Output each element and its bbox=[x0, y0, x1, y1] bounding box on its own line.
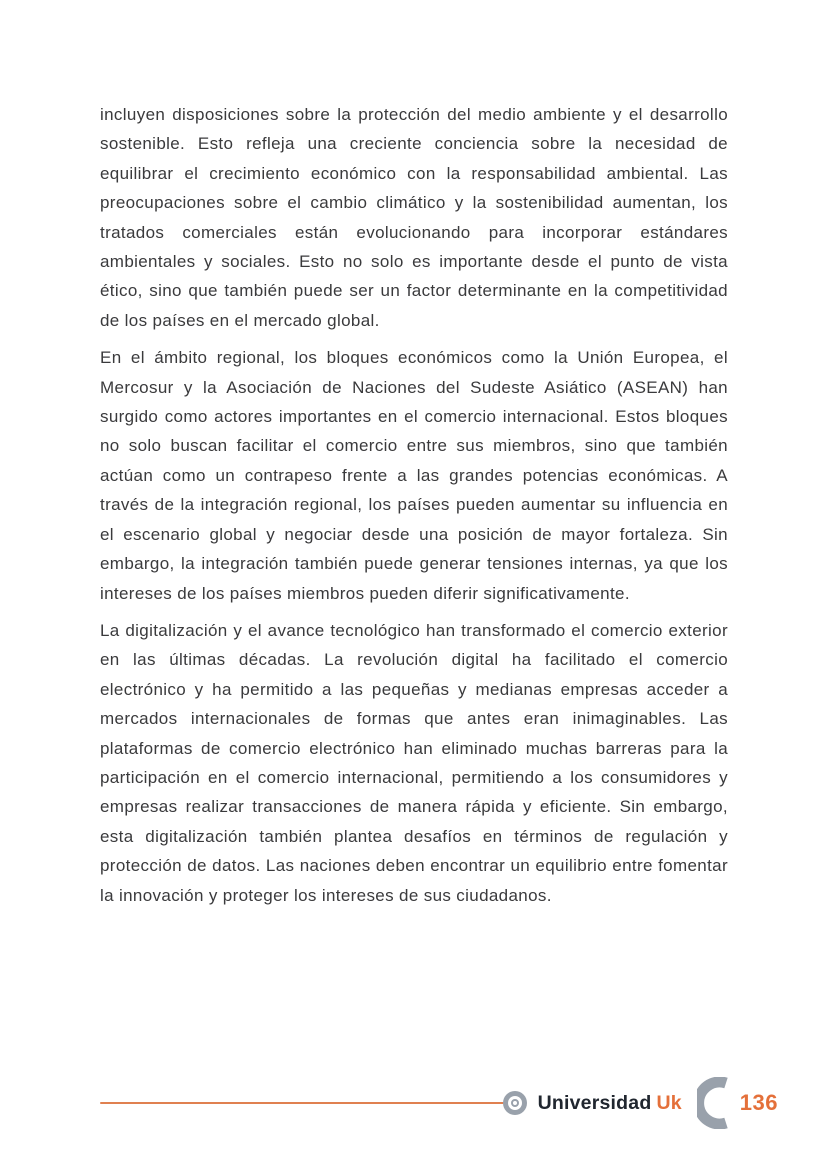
page-number: 136 bbox=[739, 1090, 778, 1115]
footer-rule bbox=[100, 1102, 504, 1104]
bullseye-logo-icon bbox=[503, 1091, 527, 1115]
paragraph-1: incluyen disposiciones sobre la protección del medio ambiente y el desarrollo sostenible. Esto refleja una creciente conciencia sobre la necesidad de equilibrar el crecimiento económico con la responsabilidad ambiental. Las preocupaciones sobre el cambio climático y la sostenibilidad aumentan, los tratados comerciales están evolucionando para incorporar estándares ambientales y sociales. Esto no solo es importante desde el punto de vista ético, sino que también puede ser un factor determinante en la competitividad de los países en el mercado global. bbox=[100, 105, 728, 330]
paragraph-2: En el ámbito regional, los bloques económicos como la Unión Europea, el Mercosur y la Asociación de Naciones del Sudeste Asiático (ASEAN) han surgido como actores importantes en el comercio internacional. Estos bloques no solo buscan facilitar el comercio entre sus miembros, sino que también actúan como un contrapeso frente a las grandes potencias económicas. A través de la integración regional, los países pueden aumentar su influencia en el escenario global y negociar desde una posición de mayor fortaleza. Sin embargo, la integración también puede generar tensiones internas, ya que los intereses de los países miembros pueden diferir significativamente. bbox=[100, 348, 728, 603]
page-footer bbox=[100, 1077, 778, 1129]
bullseye-logo-middle-ring bbox=[508, 1096, 522, 1110]
bullseye-logo-center-dot bbox=[511, 1099, 519, 1107]
paragraph-3: La digitalización y el avance tecnológico han transformado el comercio exterior en las últimas décadas. La revolución digital ha facilitado el comercio electrónico y ha permitido a las pequeñas y medianas empresas acceder a mercados internacionales de formas que antes eran inimaginables. Las plataformas de comercio electrónico han eliminado muchas barreras para la participación en el comercio internacional, permitiendo a los consumidores y empresas realizar transacciones de manera rápida y eficiente. Sin embargo, esta digitalización también plantea desafíos en términos de regulación y protección de datos. Las naciones deben encontrar un equilibrio entre fomentar la innovación y proteger los intereses de sus ciudadanos. bbox=[100, 620, 728, 905]
crescent-icon bbox=[697, 1077, 731, 1129]
brand-name: Universidad bbox=[537, 1091, 652, 1114]
body-text-block bbox=[100, 100, 728, 918]
brand-wordmark bbox=[538, 1092, 682, 1115]
brand-suffix: Uk bbox=[656, 1091, 682, 1114]
